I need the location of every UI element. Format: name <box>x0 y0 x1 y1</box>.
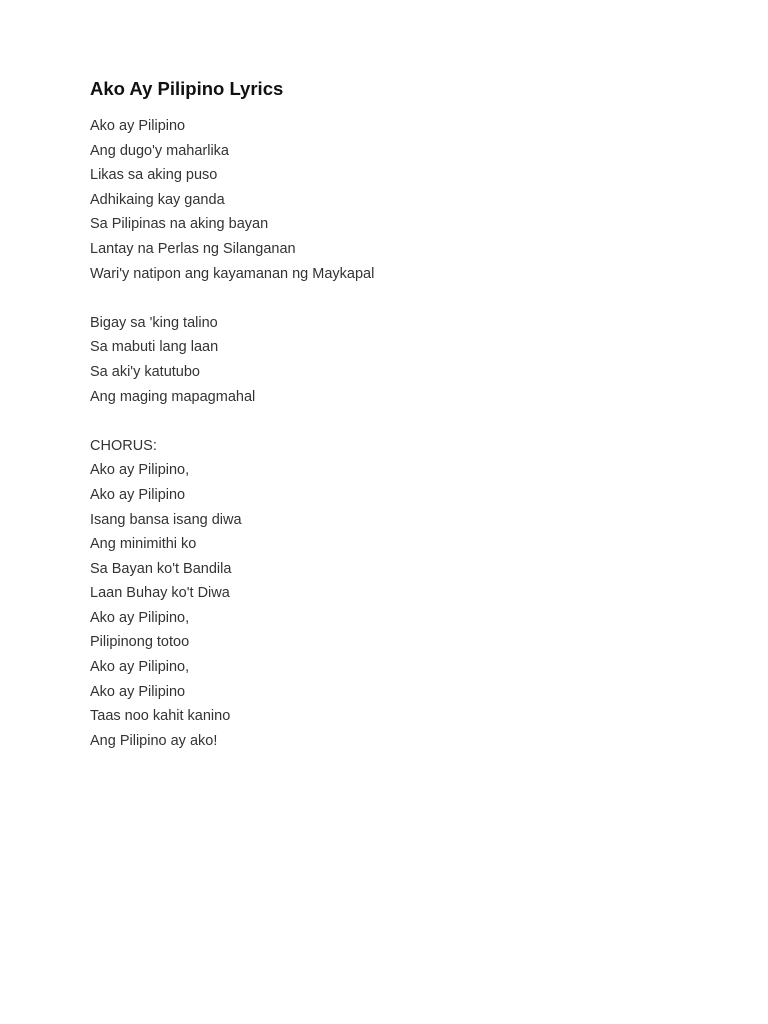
lyric-line: Ako ay Pilipino <box>90 683 186 700</box>
lyric-line: Sa aki'y katutubo <box>90 363 200 380</box>
lyric-line: Ako ay Pilipino <box>90 118 186 134</box>
lyric-line: Pilipinong totoo <box>90 634 190 651</box>
document-title: Ako Ay Pilipino Lyrics <box>90 78 284 99</box>
lyric-line: Adhikaing kay ganda <box>90 191 225 208</box>
lyric-line: Ang minimithi ko <box>90 536 197 553</box>
lyric-line: Sa Bayan ko't Bandila <box>90 560 232 577</box>
lyric-line: Taas noo kahit kanino <box>90 708 231 725</box>
lyric-line: Lantay na Perlas ng Silanganan <box>90 240 296 257</box>
lyric-line: Likas sa aking puso <box>90 167 218 184</box>
lyric-line: Ako ay Pilipino <box>90 486 186 503</box>
lyric-line: Ang Pilipino ay ako! <box>90 732 218 749</box>
lyric-line: Ako ay Pilipino, <box>90 659 190 676</box>
lyric-line: Sa mabuti lang laan <box>90 339 219 356</box>
stanza-break <box>90 409 374 434</box>
lyric-line: Ang maging mapagmahal <box>90 388 256 405</box>
lyric-line: Isang bansa isang diwa <box>90 511 242 528</box>
lyric-line: Ako ay Pilipino, <box>90 462 190 479</box>
stanza-break <box>90 286 374 311</box>
lyric-line: Laan Buhay ko't Diwa <box>90 585 230 602</box>
lyric-line: Bigay sa 'king talino <box>90 314 218 331</box>
lyric-line: Wari'y natipon ang kayamanan ng Maykapal <box>90 265 375 282</box>
lyric-line: Ako ay Pilipino, <box>90 609 190 626</box>
lyrics-body <box>90 114 374 753</box>
chorus-label: CHORUS: <box>90 437 157 454</box>
lyric-line: Sa Pilipinas na aking bayan <box>90 216 269 233</box>
lyric-line: Ang dugo'y maharlika <box>90 142 229 159</box>
